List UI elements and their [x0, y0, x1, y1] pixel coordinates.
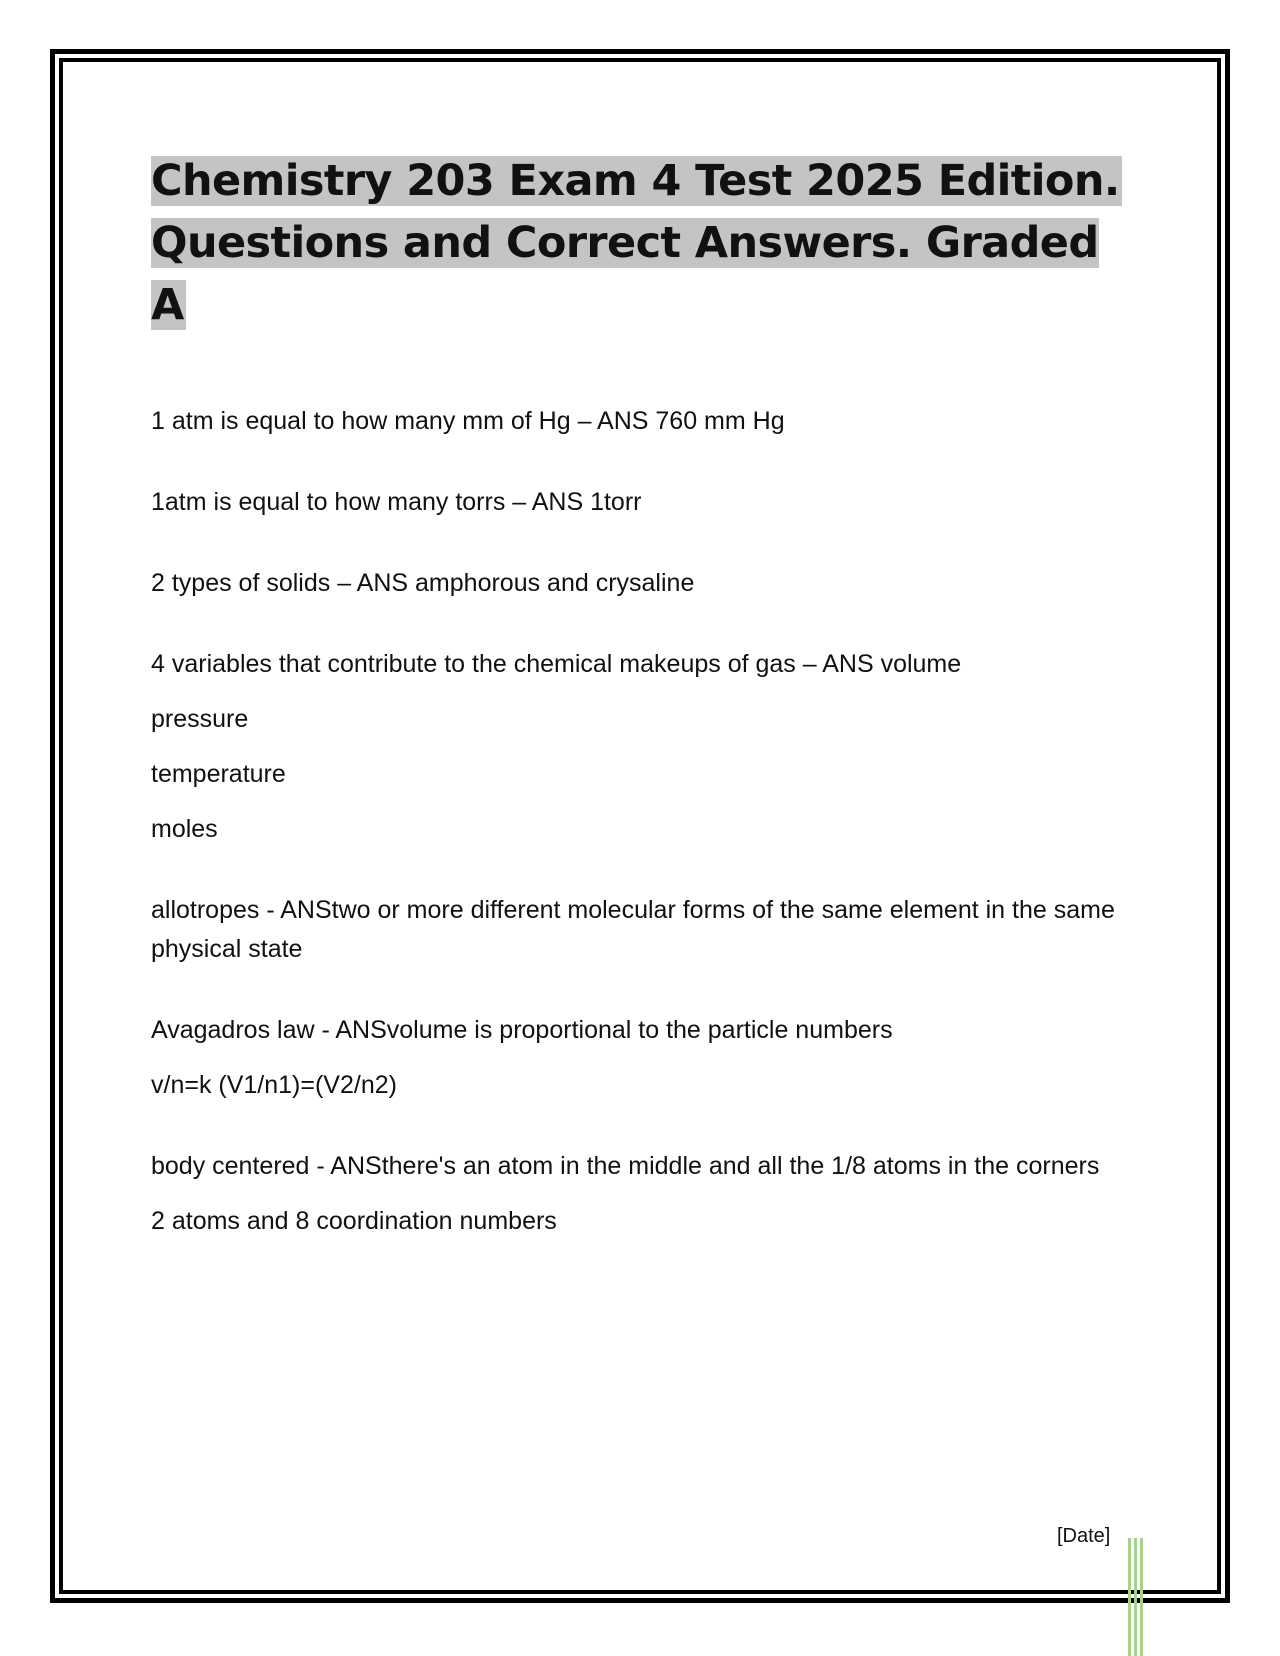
qa-item — [151, 483, 1131, 522]
qa-text: 1atm is equal to how many torrs – ANS 1torr — [151, 488, 642, 516]
qa-text: moles — [151, 815, 218, 843]
date-placeholder: [Date] — [1057, 1525, 1111, 1547]
qa-item — [151, 891, 1131, 969]
qa-text: 4 variables that contribute to the chemical makeups of gas – ANS volume — [151, 650, 962, 678]
qa-list — [151, 402, 1131, 1241]
qa-text: 2 types of solids – ANS amphorous and crysaline — [151, 569, 695, 597]
decorative-lines — [1128, 1538, 1146, 1656]
qa-text: temperature — [151, 760, 286, 788]
qa-item — [151, 1011, 1131, 1105]
qa-text: pressure — [151, 705, 249, 733]
qa-text: Avagadros law - ANSvolume is proportional to the particle numbers — [151, 1016, 893, 1044]
decorative-line — [1140, 1538, 1143, 1656]
title-line-2: Questions and Correct Answers. Graded A — [151, 218, 1099, 330]
qa-text: 2 atoms and 8 coordination numbers — [151, 1207, 557, 1235]
decorative-line — [1134, 1538, 1137, 1656]
qa-text: allotropes - ANStwo or more different molecular forms of the same element in the same physical state — [151, 896, 1115, 963]
decorative-line — [1128, 1538, 1131, 1656]
qa-item — [151, 1147, 1131, 1241]
qa-item — [151, 645, 1131, 849]
qa-text: v/n=k (V1/n1)=(V2/n2) — [151, 1071, 397, 1099]
document-body — [151, 150, 1131, 1283]
document-title — [151, 150, 1131, 336]
title-line-1: Chemistry 203 Exam 4 Test 2025 Edition. — [151, 156, 1120, 206]
qa-item — [151, 402, 1131, 441]
qa-text: body centered - ANSthere's an atom in the middle and all the 1/8 atoms in the corners — [151, 1152, 1100, 1180]
qa-text: 1 atm is equal to how many mm of Hg – ANS 760 mm Hg — [151, 407, 785, 435]
qa-item — [151, 564, 1131, 603]
